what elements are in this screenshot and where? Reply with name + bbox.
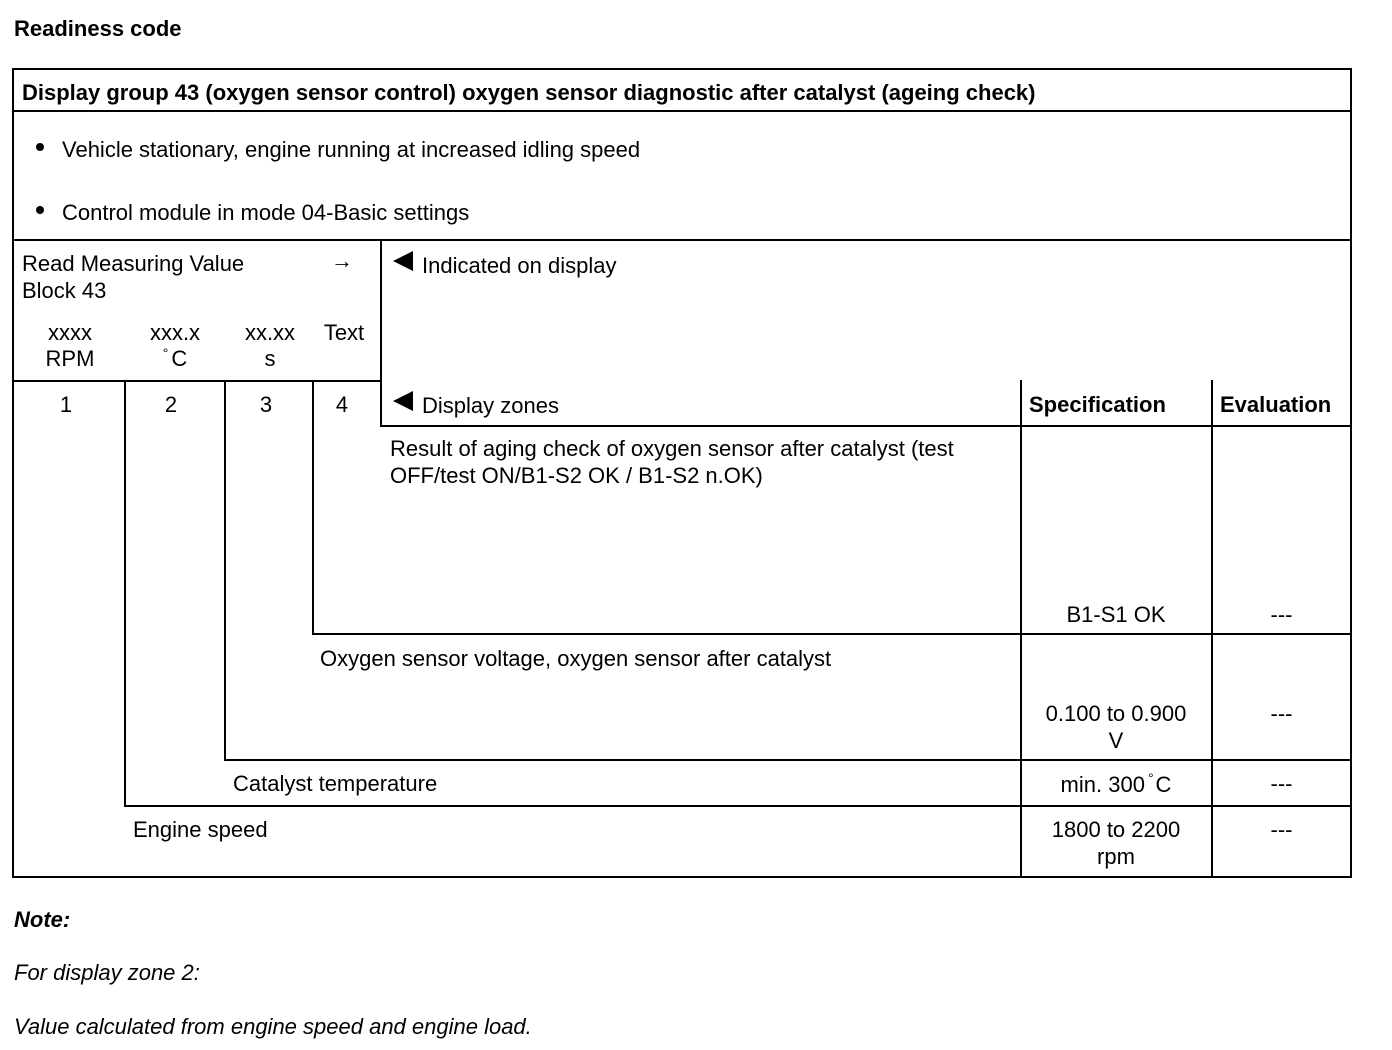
page-heading: Readiness code [14,16,182,41]
zone-number-4: 4 [335,392,349,417]
field-unit-2-text: C [171,346,188,371]
row-description: Result of aging check of oxygen sensor after catalyst (test [390,436,954,461]
zone-4-leader [312,380,314,635]
row-description: Engine speed [133,817,268,842]
row-specification: 1800 to 2200 [1051,817,1181,842]
row-evaluation: --- [1270,817,1293,842]
indicated-label: Indicated on display [422,253,617,278]
row-specification [1022,772,1210,798]
bullet-icon [36,206,44,214]
row-divider [124,805,1352,807]
field-format-4: Text [323,320,365,345]
spec-column-divider [1020,380,1022,878]
conditions-divider [12,239,1352,241]
row-evaluation: --- [1270,602,1293,627]
eval-column-divider [1211,380,1213,878]
zone-3-leader [224,380,226,761]
zone-number-2: 2 [164,392,178,417]
field-unit-2 [135,346,215,372]
fields-divider [12,380,382,382]
table-border-right [1350,68,1352,878]
row-specification-unit: rpm [1097,844,1135,869]
table-border-left [12,68,14,878]
read-block-title: Read Measuring Value [22,251,245,276]
header-vertical-divider [380,239,382,427]
table-border-bottom [12,876,1352,878]
spec-unit: C [1155,772,1172,797]
zone-number-1: 1 [59,392,73,417]
degree-symbol: ° [1147,770,1154,786]
title-divider [12,110,1352,112]
table-title: Display group 43 (oxygen sensor control) oxygen sensor diagnostic after catalyst (ageing check) [22,80,1036,105]
row-divider [312,633,1352,635]
note-label: Note: [14,907,71,932]
specification-header: Specification [1029,392,1166,417]
arrow-right-icon: → [331,248,353,273]
row-description: Catalyst temperature [233,771,438,796]
table-border-top [12,68,1352,70]
degree-symbol: ° [162,345,169,361]
zone-2-leader [124,380,126,807]
pointer-left-icon [393,251,413,271]
spec-value: min. 300 [1060,772,1145,797]
field-format-1: xxxx [48,320,92,345]
note-line: Value calculated from engine speed and engine load. [14,1014,532,1039]
field-format-2: xxx.x [149,320,201,345]
row-description: Oxygen sensor voltage, oxygen sensor after catalyst [320,646,832,671]
zones-header-divider [380,425,1352,427]
display-zones-label: Display zones [422,393,559,418]
field-format-3: xx.xx [244,320,296,345]
bullet-icon [36,143,44,151]
pointer-left-icon [393,391,413,411]
condition-item: Vehicle stationary, engine running at increased idling speed [62,137,641,162]
field-unit-1: RPM [45,346,95,371]
row-divider [224,759,1352,761]
row-description: OFF/test ON/B1-S2 OK / B1-S2 n.OK) [390,463,763,488]
row-specification: 0.100 to 0.900 [1045,701,1187,726]
condition-item: Control module in mode 04-Basic settings [62,200,470,225]
read-block-number: Block 43 [22,278,107,303]
row-evaluation: --- [1270,701,1293,726]
row-specification-unit: V [1108,728,1124,753]
zone-number-3: 3 [259,392,273,417]
field-unit-3: s [264,346,276,371]
row-evaluation: --- [1270,771,1293,796]
row-specification: B1-S1 OK [1066,602,1166,627]
note-line: For display zone 2: [14,960,200,985]
evaluation-header: Evaluation [1220,392,1332,417]
